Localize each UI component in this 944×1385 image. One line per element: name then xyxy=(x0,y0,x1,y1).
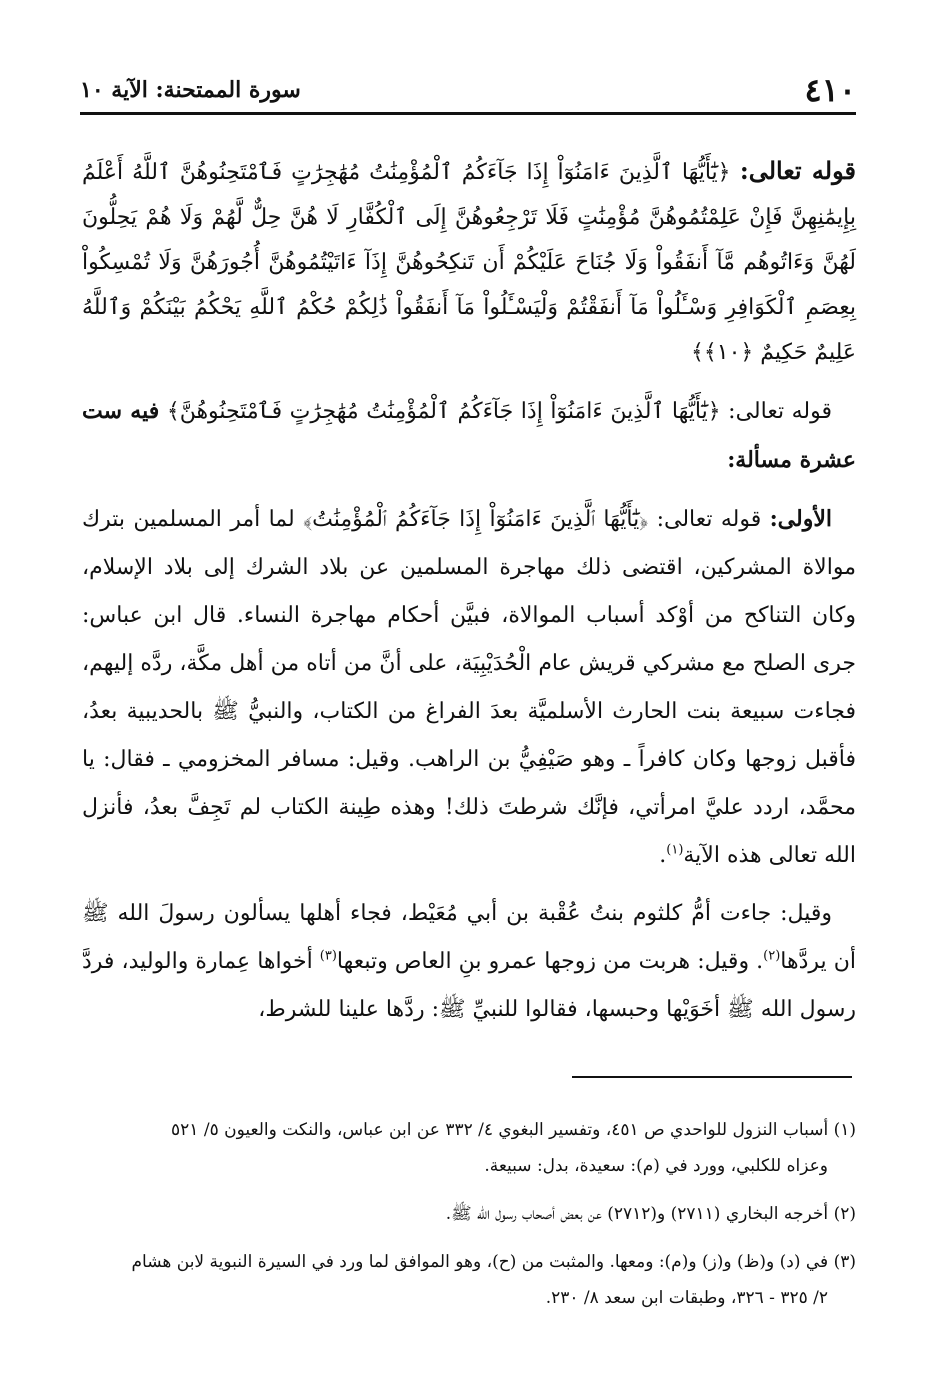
page-number: ٤١٠ xyxy=(804,71,856,109)
footnote-ref-3[interactable]: (٣) xyxy=(319,948,337,964)
footnotes xyxy=(80,1112,856,1328)
issue-1-paragraph xyxy=(82,495,856,880)
verse-block xyxy=(82,148,856,375)
footnote-3 xyxy=(80,1244,856,1316)
issue-end: . xyxy=(659,843,667,868)
header-rule xyxy=(80,112,856,115)
intro-tail: فيه ست عشرة مسألة: xyxy=(82,398,856,473)
intro-paragraph xyxy=(82,387,856,485)
page-header xyxy=(80,70,856,110)
para2-b: . وقيل: هربت من زوجها عمرو بنِ العاص وتبعها xyxy=(336,949,764,974)
footnote-2 xyxy=(80,1196,856,1232)
footnote-text: أخرجه البخاري (٢٧١١) و(٢٧١٢) عن بعض أصحاب رسول الله ﷺ. xyxy=(445,1204,829,1224)
para2-a: وقيل: جاءت أمُّ كلثوم بنتُ عُقْبة بن أبي مُعَيْط، فجاء أهلها يسألون رسولَ الله ﷺ أن يردَّها xyxy=(82,901,856,974)
footnote-number: (١) xyxy=(833,1120,856,1140)
intro-lead: قوله تعالى: xyxy=(728,399,833,424)
footnote-continuation: وعزاه للكلبي، وورد في (م): سعيدة، بدل: سبيعة. xyxy=(484,1156,828,1176)
footnote-1 xyxy=(80,1112,856,1184)
footnote-number: (٢) xyxy=(833,1204,856,1224)
footnote-continuation: ٢/ ٣٢٥ - ٣٢٦، وطبقات ابن سعد ٨/ ٢٣٠. xyxy=(545,1288,828,1308)
footnote-separator xyxy=(572,1076,852,1078)
running-title: سورة الممتحنة: الآية ١٠ xyxy=(80,77,301,103)
issue-text: لما أمر المسلمين بترك موالاة المشركين، اقتضى ذلك مهاجرة المسلمين عن بلاد الشرك إلى بلاد الإسلام، وكان التناكح من أوْكد أسباب الموالاة، فبيَّن أحكام مهاجرة النساء. قال ابن عباس: جرى الصلح مع مشركي قريش عام الْحُدَيْبِيَة، على أنَّ من أتاه من أهل مكَّة، ردَّه إليهم، فجاءت سبيعة بنت الحارث الأسلميَّة بعدَ الفراغ من الكتاب، والنبيُّ ﷺ بالحديبية بعدُ، فأقبل زوجها وكان كافراً ـ وهو صَيْفِيُّ بن الراهب. وقيل: مسافر المخزومي ـ فقال: يا محمَّد، اردد عليَّ امرأتي، فإنَّك شرطتَ ذلك! وهذه طِينة الكتاب لم تَجِفَّ بعدُ، فأنزل الله تعالى هذه الآية xyxy=(82,507,856,868)
issue-lead: قوله تعالى: xyxy=(656,507,762,532)
para2-c: أخواها عِمارة والوليد، فردَّ رسول الله ﷺ أخَوَيْها وحبسها، فقالوا للنبيِّ ﷺ: ردَّها علينا للشرط، xyxy=(82,949,856,1022)
paragraph-2 xyxy=(82,890,856,1034)
footnote-ref-2[interactable]: (٢) xyxy=(763,948,781,964)
issue-quote: ﴿يَٰٓأَيُّهَا ٱلَّذِينَ ءَامَنُوٓاْ إِذَا جَآءَكُمُ ٱلْمُؤْمِنَٰتُ﴾ xyxy=(303,507,649,532)
footnote-ref-1[interactable]: (١) xyxy=(666,842,684,858)
footnote-number: (٣) xyxy=(833,1252,856,1272)
issue-label: الأولى: xyxy=(769,506,833,532)
intro-quote: ﴿يَٰٓأَيُّهَا ٱلَّذِينَ ءَامَنُوٓاْ إِذَا جَآءَكُمُ ٱلْمُؤْمِنَٰتُ مُهَٰجِرَٰتٍ فَٱمْتَحِنُوهُنَّ﴾ xyxy=(166,399,721,424)
footnote-text: في (د) و(ظ) و(ز) و(م): ومعها. والمثبت من (ح)، وهو الموافق لما ورد في السيرة النبوية لابن هشام xyxy=(131,1252,829,1272)
main-text xyxy=(82,148,856,1044)
verse-text: ﴿يَٰٓأَيُّهَا ٱلَّذِينَ ءَامَنُوٓاْ إِذَا جَآءَكُمُ ٱلْمُؤْمِنَٰتُ مُهَٰجِرَٰتٍ فَٱمْتَحِنُوهُنَّ ٱللَّهُ أَعْلَمُ بِإِيمَٰنِهِنَّ فَإِنْ عَلِمْتُمُوهُنَّ مُؤْمِنَٰتٍ فَلَا تَرْجِعُوهُنَّ إِلَى ٱلْكُفَّارِ لَا هُنَّ حِلٌّ لَّهُمْ وَلَا هُمْ يَحِلُّونَ لَهُنَّ وَءَاتُوهُم مَّآ أَنفَقُواْ وَلَا جُنَاحَ عَلَيْكُمْ أَن تَنكِحُوهُنَّ إِذَآ ءَاتَيْتُمُوهُنَّ أُجُورَهُنَّ وَلَا تُمْسِكُواْ بِعِصَمِ ٱلْكَوَافِرِ وَسْـَٔلُواْ مَآ أَنفَقْتُمْ وَلْيَسْـَٔلُواْ مَآ أَنفَقُواْ ذَٰلِكُمْ حُكْمُ ٱللَّهِ يَحْكُمُ بَيْنَكُمْ وَٱللَّهُ عَلِيمٌ حَكِيمٌ ﴿١٠﴾﴾ xyxy=(82,160,856,365)
footnote-text: أسباب النزول للواحدي ص ٤٥١، وتفسير البغوي ٤/ ٣٣٢ عن ابن عباس، والنكت والعيون ٥/ ٥٢١ xyxy=(171,1120,829,1140)
verse-lead: قوله تعالى: xyxy=(739,156,856,185)
